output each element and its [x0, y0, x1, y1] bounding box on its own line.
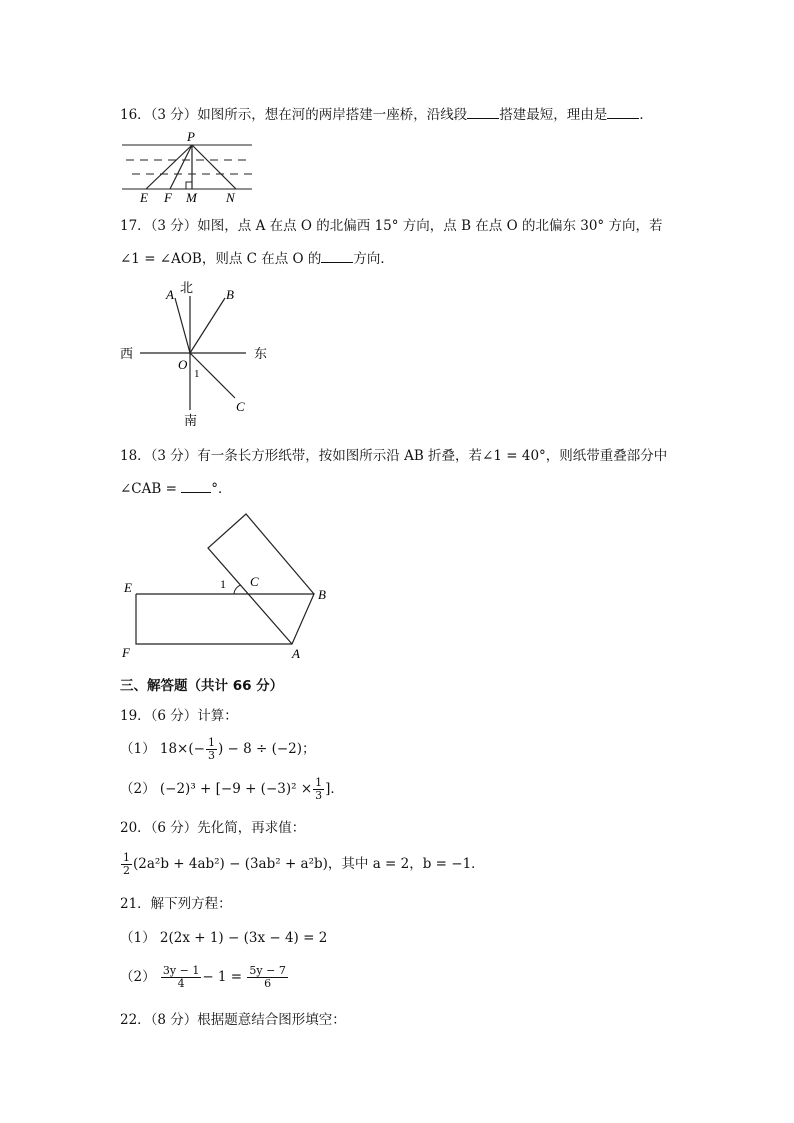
q21-title: 21．解下列方程：	[120, 896, 232, 912]
q16-blank-segment[interactable]	[467, 104, 499, 119]
label-N: N	[226, 190, 235, 205]
q19-part2: （2） (−2)³ + [−9 + (−3)² × $\frac{1}{3}$ ]．	[120, 776, 344, 802]
q19-title: 19．（6 分）计算：	[120, 708, 238, 724]
q17-line2: ∠1 = ∠AOB，则点 C 在点 O 的 方向．	[120, 248, 394, 269]
label-A: A	[292, 646, 300, 661]
q18-line1: 18．（3 分）有一条长方形纸带，按如图所示沿 AB 折叠，若∠1 = 40°，则纸带重叠部分中	[120, 448, 668, 464]
label-B: B	[226, 287, 234, 302]
fraction: $\frac{1}{3}$	[315, 776, 323, 802]
label-angle-1: 1	[194, 368, 200, 380]
label-C: C	[236, 399, 245, 414]
label-west: 西	[120, 346, 134, 361]
label-F: F	[122, 645, 130, 660]
label-P: P	[187, 129, 195, 144]
fraction: $\frac{5y - 7}{6}$	[249, 964, 286, 990]
q18-blank-angle[interactable]	[181, 478, 211, 493]
q18-paper-strip-figure	[116, 506, 346, 666]
fraction: $\frac{3y - 1}{4}$	[162, 964, 200, 990]
q17-direction-figure	[114, 278, 284, 428]
label-E: E	[140, 190, 148, 205]
q16-blank-reason[interactable]	[607, 104, 639, 119]
q17-blank-direction[interactable]	[321, 248, 353, 263]
fraction: $\frac{1}{2}$	[123, 851, 130, 877]
label-O: O	[178, 357, 188, 372]
label-angle-1: 1	[220, 577, 226, 591]
q16-river-figure	[118, 126, 258, 206]
fraction: $\frac{1}{3}$	[207, 736, 215, 762]
label-north: 北	[180, 280, 194, 295]
label-M: M	[186, 190, 197, 205]
label-B: B	[318, 587, 326, 602]
label-C: C	[250, 574, 259, 589]
q16-text: 16．（3 分）如图所示，想在河的两岸搭建一座桥，沿线段 搭建最短，理由是 ．	[120, 104, 653, 125]
label-F: F	[164, 190, 172, 205]
q22-title: 22．（8 分）根据题意结合图形填空：	[120, 1012, 346, 1028]
label-A: A	[166, 287, 174, 302]
q20-title: 20．（6 分）先化简，再求值：	[120, 820, 306, 836]
q20-expression: $\frac{1}{2}$ (2a²b + 4ab²) − (3ab² + a²b)，其中 a = 2，b = −1．	[123, 851, 485, 877]
label-east: 东	[254, 346, 268, 361]
q18-line2: ∠CAB = °．	[120, 478, 231, 499]
label-south: 南	[184, 413, 198, 428]
section-title: 三、解答题（共计 66 分）	[120, 678, 284, 694]
q17-line1: 17．（3 分）如图，点 A 在点 O 的北偏西 15° 方向，点 B 在点 O 的北偏东 30° 方向，若	[120, 218, 663, 234]
q21-part2: （2） $\frac{3y - 1}{4}$ − 1 = $\frac{5y - 7}{6}$	[120, 964, 286, 990]
q19-part1: （1） 18×(− $\frac{1}{3}$ ) − 8 ÷ (−2)；	[120, 736, 316, 762]
q21-part1: （1） 2(2x + 1) − (3x − 4) = 2	[120, 930, 328, 946]
label-E: E	[124, 580, 132, 595]
